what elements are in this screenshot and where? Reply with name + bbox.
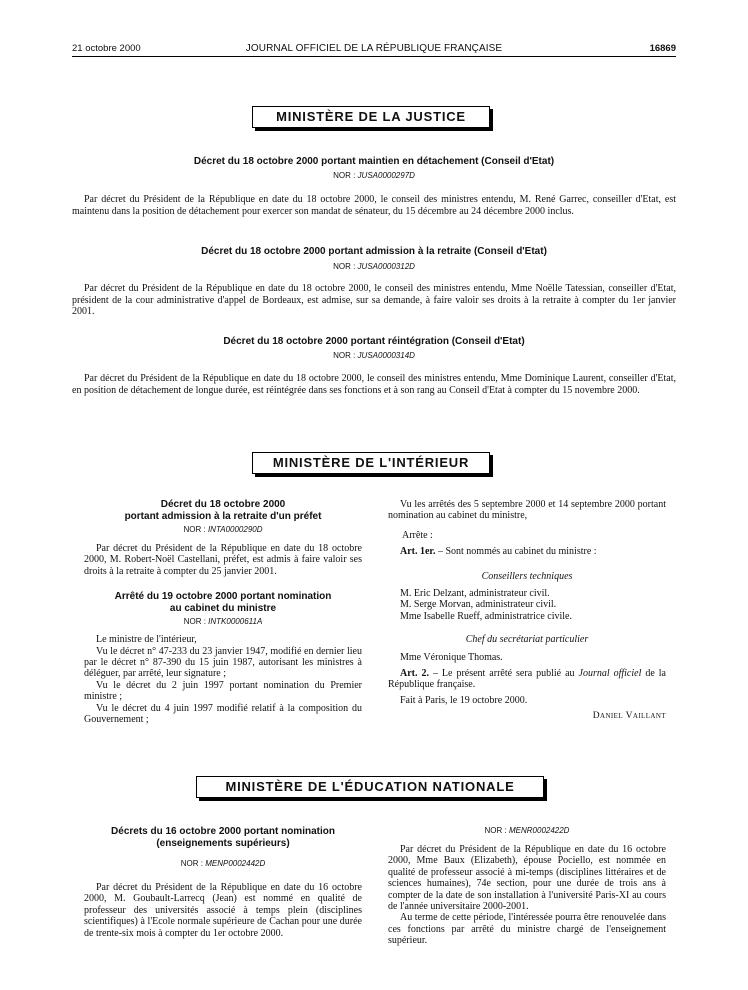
nor-code: INTA0000290D [207,525,263,534]
signature: Daniel Vaillant [592,711,666,722]
justice-decree-2-nor [72,262,676,271]
nor-code: MENP0002442D [205,859,266,868]
preamble-line: Le ministre de l'intérieur, [96,634,197,646]
justice-decree-1-text [72,194,676,217]
journal-name: Journal officiel [578,668,642,680]
journal-title: JOURNAL OFFICIEL DE LA RÉPUBLIQUE FRANÇAISE [245,43,503,54]
nor-label: NOR : [183,617,206,627]
nor-label: NOR : [333,351,356,360]
paragraph: Par décret du Président de la République en date du 18 octobre 2000, le conseil des ministres entendu, Mme Noëlle Tatessian, conseiller d'Etat, président de la cour administrative d'appel de Bordeaux, est admise, sur sa demande, à faire valoir ses droits à la retraite à compter du 1er janvier 2001. [72,283,676,317]
ministry-justice-title: MINISTÈRE DE LA JUSTICE [276,109,466,124]
ministry-education-box [196,776,544,798]
education-decrees-title [84,826,362,849]
group-heading-secretariat: Chef du secrétariat particulier [465,634,589,646]
interieur-arrete-preamble-cont [388,499,666,522]
nor-label: NOR : [484,826,507,835]
justice-decree-3-title: Décret du 18 octobre 2000 portant réintégration (Conseil d'Etat) [223,336,525,347]
education-right-column [388,826,666,947]
interieur-decree-title [84,499,362,522]
title-line: au cabinet du ministre [169,602,277,614]
done-at [388,695,666,706]
ministry-justice-box [252,106,490,128]
ministry-interieur-box [252,452,490,474]
paragraph: Au terme de cette période, l'intéressée pourra être renouvelée dans ces fonctions par arrêté du ministre chargé de l'enseignement supérieur. [388,912,666,947]
member-line: M. Serge Morvan, administrateur civil. [400,599,557,611]
article-1 [388,546,666,557]
interieur-decree-nor [84,525,362,534]
nor-label: NOR : [333,262,356,271]
title-line: Arrêté du 19 octobre 2000 portant nomination [114,591,332,603]
title-line: Décrets du 16 octobre 2000 portant nomination [111,826,335,837]
education-left-column [84,826,362,939]
article-2 [388,668,666,691]
member-line: M. Eric Delzant, administrateur civil. [400,588,550,600]
article-text: de la République française. [388,668,666,691]
interieur-arrete-nor [84,617,362,626]
nor-code: JUSA0000297D [357,171,415,180]
nor-label: NOR : [333,171,356,180]
justice-decree-1-title: Décret du 18 octobre 2000 portant maintien en détachement (Conseil d'Etat) [193,156,555,167]
secretariat-list [388,652,666,663]
justice-decree-3-text [72,373,676,396]
interieur-arrete-preamble [84,634,362,725]
paragraph: Par décret du Président de la République en date du 18 octobre 2000, le conseil des ministres entendu, Mme Dominique Laurent, conseiller d'Etat, en position de détachement de longue durée, est réintégrée dans ses fonctions et à son rang au Conseil d'Etat à compter du 15 novembre 2000. [72,373,676,396]
paragraph: Par décret du Président de la République en date du 18 octobre 2000, le conseil des ministres entendu, M. René Garrec, conseiller d'Etat, est maintenu dans la position de détachement pour exercer son mandat de sénateur, du 15 décembre au 24 décembre 2000 inclus. [72,194,676,217]
paragraph: Par décret du Président de la République en date du 16 octobre 2000, M. Goubault-Larrecq (Jean) est nommé en qualité de professeur des universités associé à temps plein (disciplines scientifiques) à l'Ecole normale supérieure de Cachan pour une durée de trente-six mois à compter du 1er octobre 2000. [84,882,362,939]
header-date: 21 octobre 2000 [72,43,141,54]
article-label: Art. 2. [400,668,429,680]
paragraph: Par décret du Président de la République en date du 18 octobre 2000, M. Robert-Noël Castellani, préfet, est admis à faire valoir ses droits à la retraite à compter du 25 janvier 2001. [84,543,362,577]
member-line: Mme Isabelle Rueff, administratrice civile. [400,610,572,622]
article-text: – Sont nommés au cabinet du ministre : [437,546,597,558]
interieur-arrete-title [84,591,362,614]
arrete-word: Arrête : [402,529,433,541]
article-label: Art. 1er. [400,546,436,558]
paragraph: Par décret du Président de la République en date du 16 octobre 2000, Mme Baux (Elizabeth), épouse Pociello, est nommée en qualité de professeur associé à mi-temps (disciplines littéraires et de sciences humaines), 74e section, pour une durée de trois ans à compter de la date de son installation à l'université Paris-XI au cours de l'année universitaire 2000-2001. [388,844,666,913]
nor-code: JUSA0000312D [357,262,415,271]
preamble-line: Vu le décret du 4 juin 1997 modifié relatif à la composition du Gouvernement ; [84,702,362,726]
education-decree-1-nor [84,859,362,868]
title-line: (enseignements supérieurs) [156,837,290,849]
preamble-line: Vu le décret du 2 juin 1997 portant nomination du Premier ministre ; [84,679,362,703]
interieur-left-column [84,499,362,725]
page-number: 16869 [649,43,676,54]
preamble-line: Vu les arrêtés des 5 septembre 2000 et 14 septembre 2000 portant nomination au cabinet du ministre, [388,499,666,522]
education-decree-1-text [84,882,362,939]
preamble-line: Vu le décret n° 47-233 du 23 janvier 1947, modifié en dernier lieu par le décret n° 87-390 du 15 juin 1987, autorisant les ministres à déléguer, par arrêté, leur signature ; [84,645,362,680]
justice-decree-2-title: Décret du 18 octobre 2000 portant admission à la retraite (Conseil d'Etat) [201,246,547,257]
justice-decree-3-nor [72,351,676,360]
justice-decree-2-text [72,283,676,318]
nor-code: INTK0000611A [208,617,263,627]
nor-label: NOR : [183,525,206,534]
ministry-interieur-title: MINISTÈRE DE L'INTÉRIEUR [272,455,470,470]
justice-decree-1-nor [72,171,676,180]
title-line: Décret du 18 octobre 2000 [160,499,286,510]
title-line: portant admission à la retraite d'un préfet [124,510,322,522]
education-decree-2-nor [388,826,666,835]
interieur-right-column [388,499,666,723]
group-heading-conseillers: Conseillers techniques [481,570,573,582]
ministry-education-title: MINISTÈRE DE L'ÉDUCATION NATIONALE [225,779,515,794]
interieur-decree-text [84,543,362,577]
nor-code: MENR0002422D [508,826,570,835]
conseillers-list [388,588,666,622]
article-text: – Le présent arrêté sera publié au [432,668,575,680]
member-line: Mme Véronique Thomas. [400,651,503,663]
nor-label: NOR : [180,859,203,868]
education-decree-2-text [388,844,666,947]
header-rule [72,56,676,57]
done-at-text: Fait à Paris, le 19 octobre 2000. [400,694,528,706]
nor-code: JUSA0000314D [357,351,415,360]
